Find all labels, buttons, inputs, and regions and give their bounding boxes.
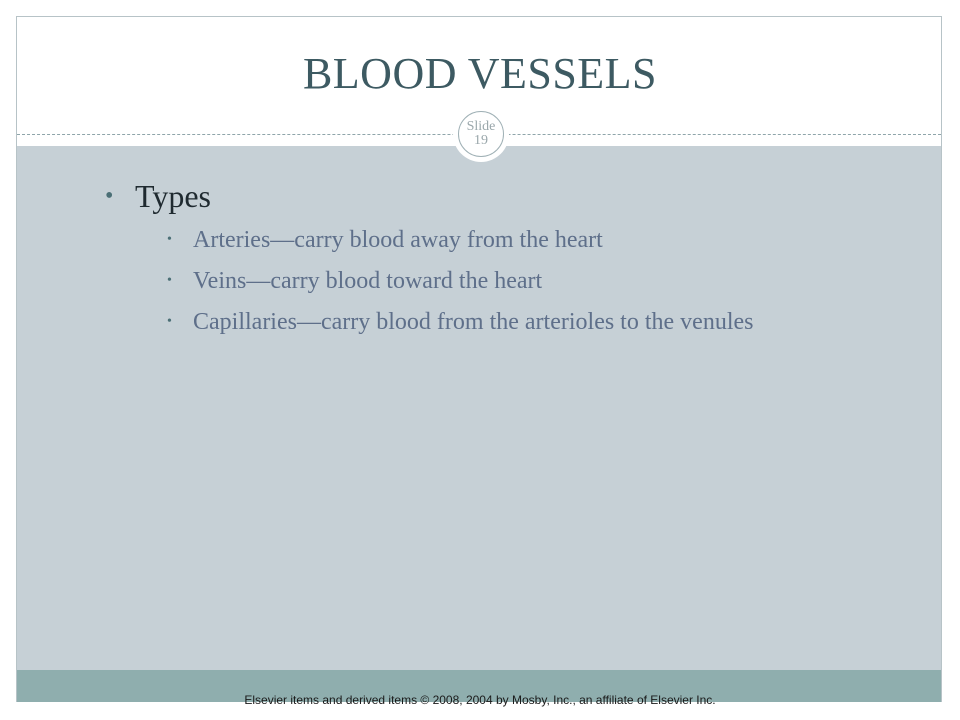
sub-bullet-veins: • Veins—carry blood toward the heart [135, 265, 825, 297]
sub-bullet-list [135, 224, 825, 338]
slide-number-badge [453, 106, 509, 162]
sub-bullet-arteries: • Arteries—carry blood away from the heart [135, 224, 825, 256]
copyright-footer: Elsevier items and derived items © 2008, 2004 by Mosby, Inc., an affiliate of Elsevier Inc. [244, 693, 716, 707]
slide-badge-number: 19 [474, 133, 488, 148]
bullet-list [105, 176, 825, 347]
bullet-types [105, 176, 825, 338]
slide-number-ring [458, 111, 504, 157]
sub-bullet-capillaries: • Capillaries—carry blood from the arterioles to the venules [135, 306, 825, 338]
slide-badge-label: Slide [466, 119, 496, 134]
bullet-types-text: Types [135, 178, 211, 214]
slide-title: BLOOD VESSELS [302, 49, 658, 98]
